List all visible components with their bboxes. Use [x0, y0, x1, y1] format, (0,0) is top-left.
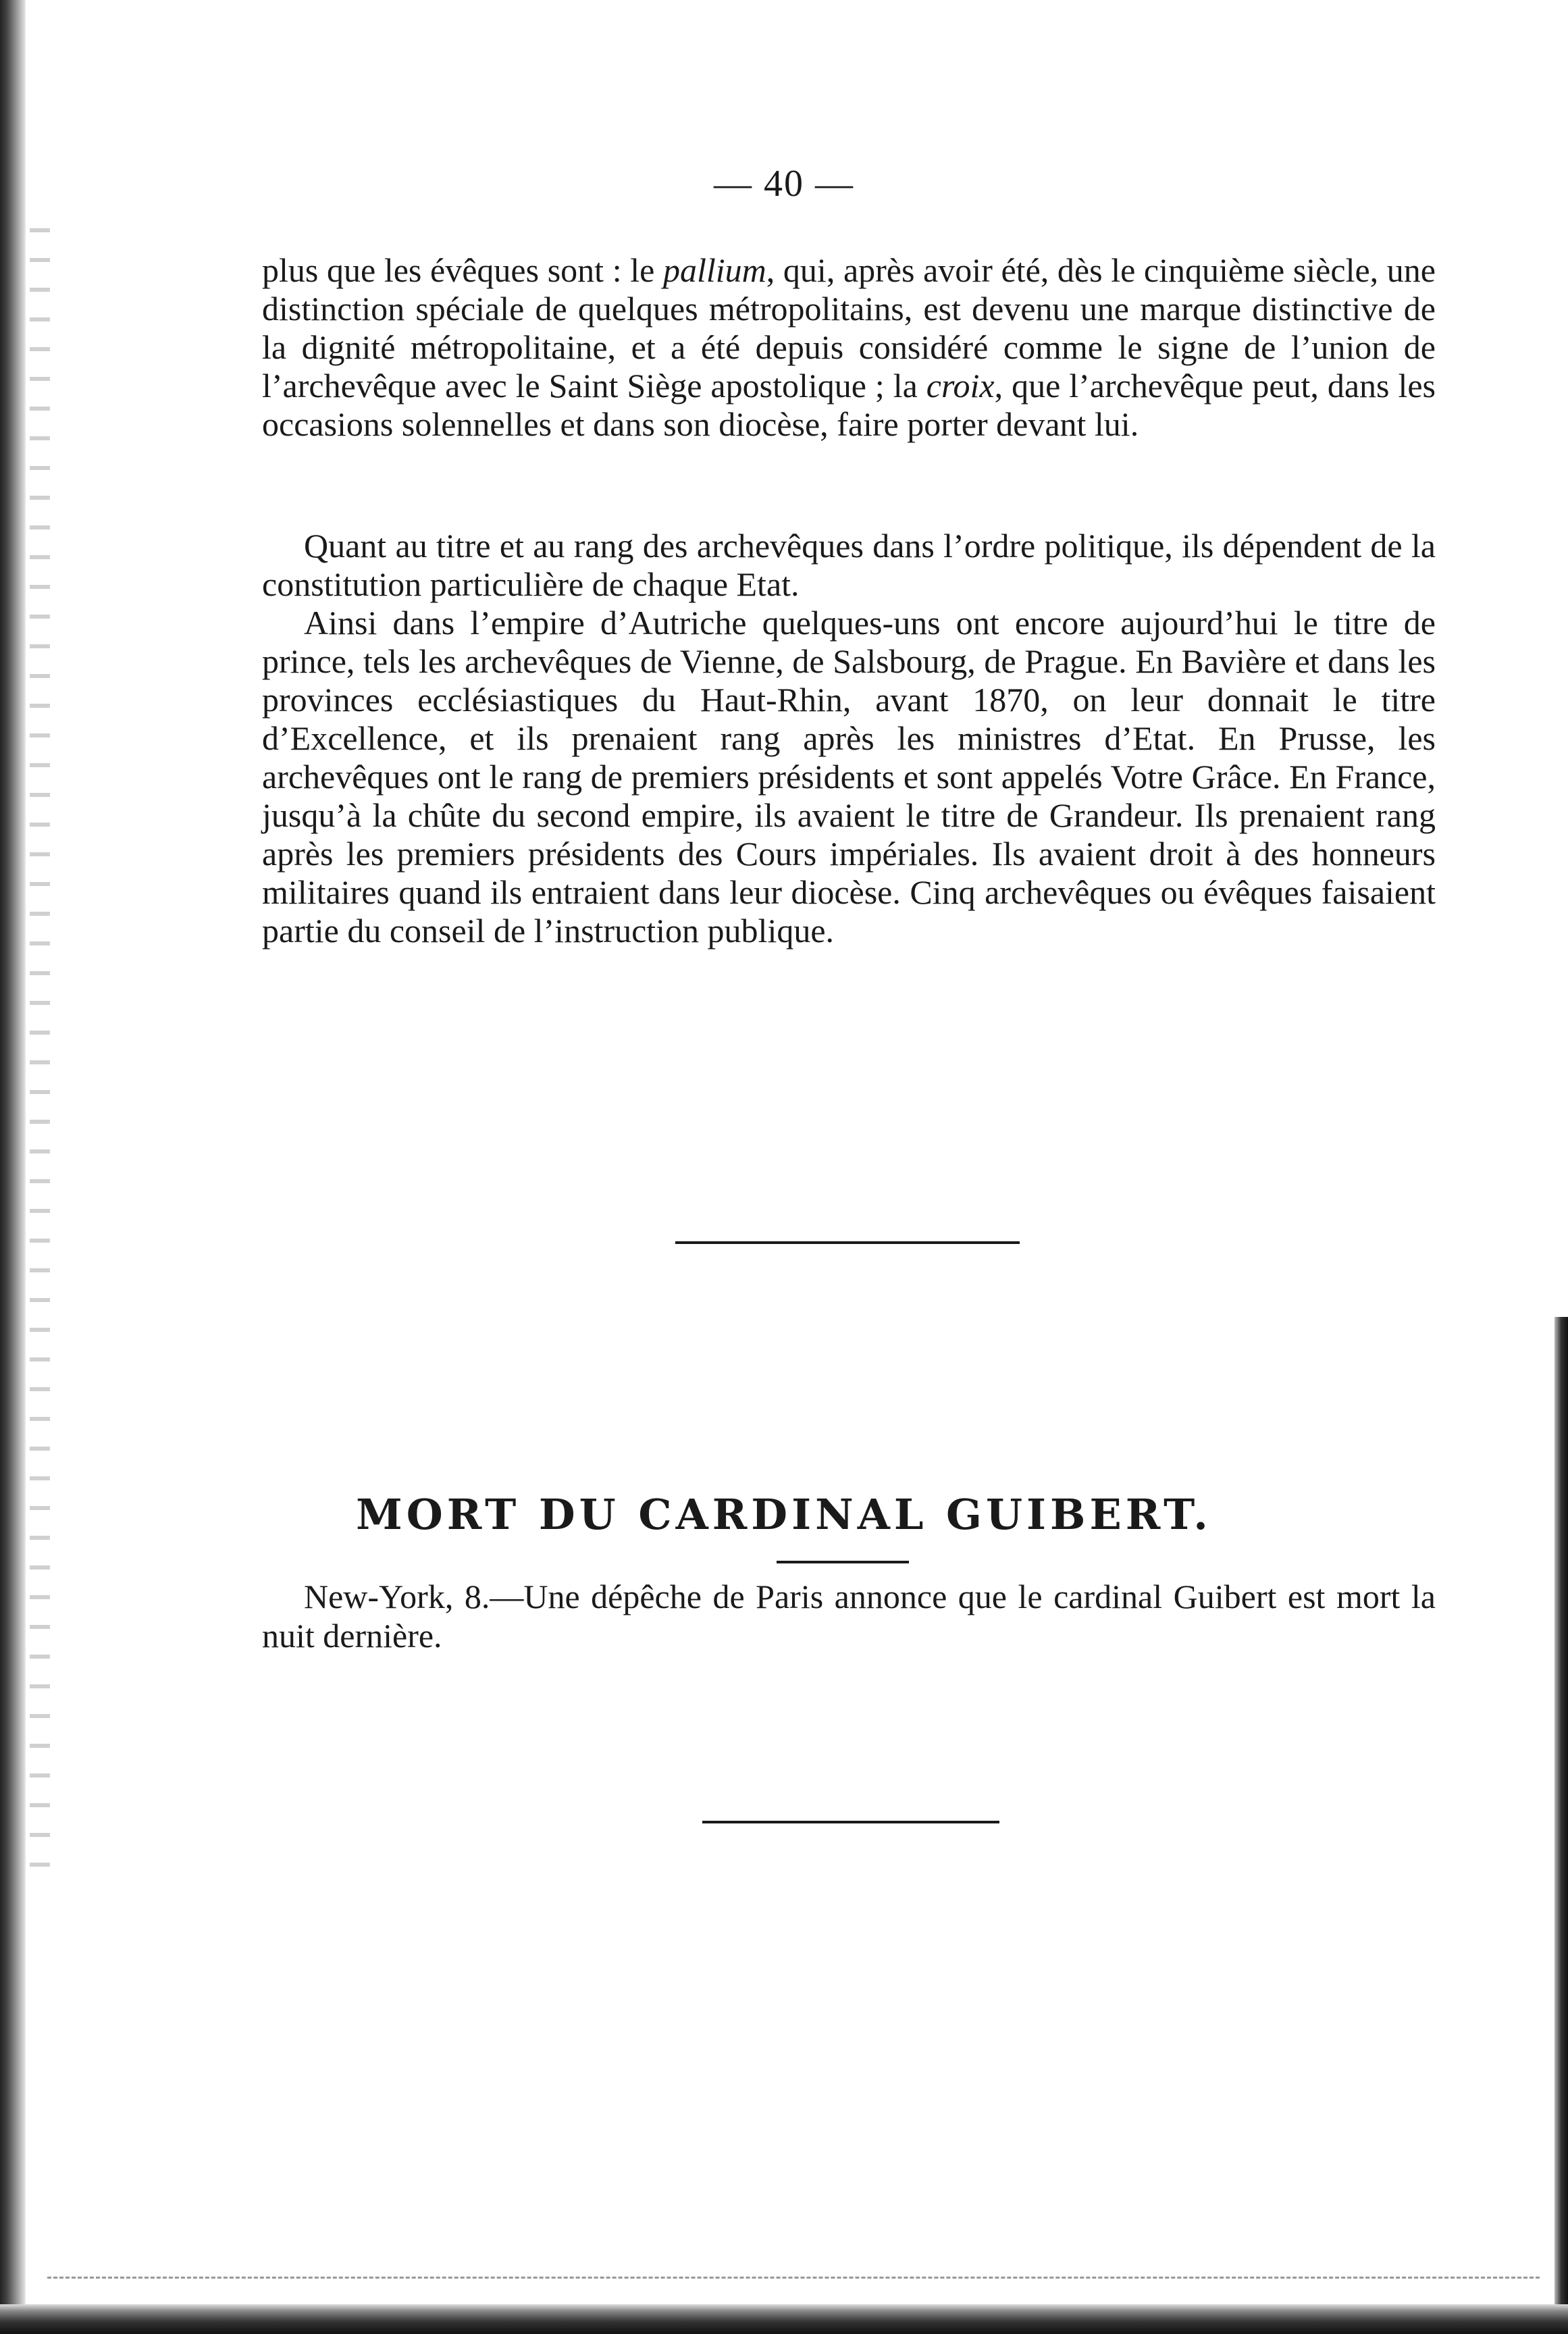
scan-left-marks	[30, 203, 50, 1891]
paragraph-pallium	[262, 251, 1436, 444]
heading-underline	[777, 1561, 909, 1563]
paragraph-text: plus que les évêques sont : le	[262, 251, 663, 289]
scan-right-edge	[1554, 1317, 1568, 2334]
section-divider	[675, 1241, 1020, 1244]
paragraph-titre-rang	[262, 527, 1436, 604]
paragraph-autriche	[262, 604, 1436, 950]
scan-bottom-dashes	[47, 2277, 1540, 2279]
news-item	[262, 1577, 1436, 1655]
scan-left-edge	[0, 0, 26, 2334]
paragraph-text: Ainsi dans l’empire d’Autriche quelques-uns ont encore aujourd’hui le titre de prince, tels les archevêques de Vienne, de Salsbourg, de Prague. En Bavière et dans les provinces ecclésiastiques du Haut-Rhin, avant 1870, on leur donnait le titre d’Excellence, et ils prenaient rang après les ministres d’Etat. En Prusse, les archevêques ont le rang de premiers présidents et sont appelés Votre Grâce. En France, jusqu’à la chûte du second empire, ils avaient le titre de Grandeur. Ils prenaient rang après les premiers présidents des Cours impériales. Ils avaient droit à des honneurs militaires quand ils entraient dans leur diocèse. Cinq archevêques ou évêques faisaient partie du conseil de l’instruction publique.	[262, 604, 1436, 950]
scan-bottom-edge	[0, 2304, 1568, 2334]
news-text: New-York, 8.—Une dépêche de Paris annonce que le cardinal Guibert est mort la nuit dernière.	[262, 1578, 1436, 1655]
paragraph-text: Quant au titre et au rang des archevêques dans l’ordre politique, ils dépendent de la constitution particulière de chaque Etat.	[262, 527, 1436, 603]
italic-term-croix: croix	[926, 367, 995, 405]
italic-term-pallium: pallium	[662, 251, 766, 289]
page-number: — 40 —	[714, 163, 854, 205]
paragraph-text: , que l’archevêque peut, dans les occasions solennelles et dans son diocèse, faire porter devant lui.	[262, 367, 1436, 443]
end-divider	[702, 1821, 999, 1823]
paragraph-text: , qui, après avoir été, dès le cinquième siècle, une distinction spéciale de quelques métropolitains, est devenu une marque distinctive de la dignité métropolitaine, et a été depuis considéré comme le signe de l’union de l’archevêque avec le Saint Siège apostolique ; la	[262, 251, 1436, 405]
section-heading: MORT DU CARDINAL GUIBERT.	[356, 1490, 1212, 1539]
